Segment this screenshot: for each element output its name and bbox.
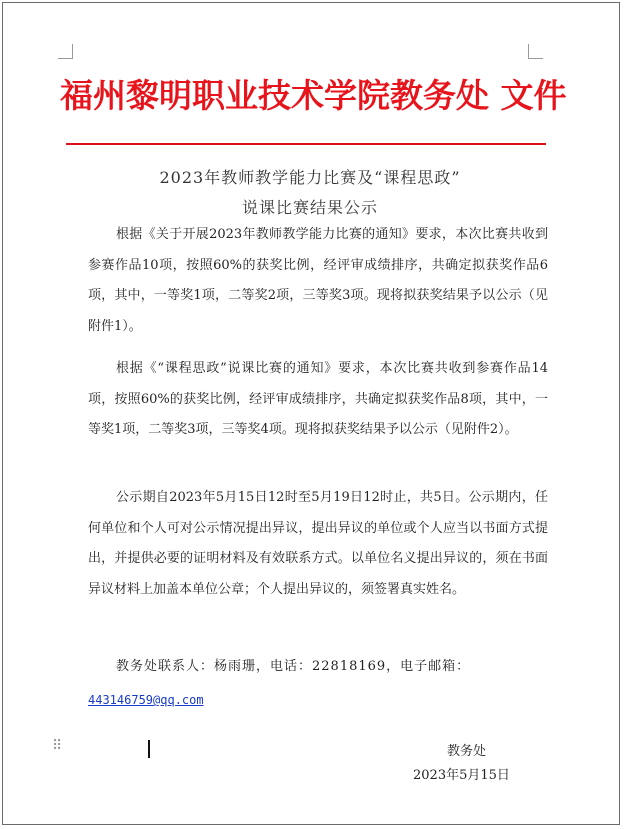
paragraph-2: 根据《“课程思政”说课比赛的通知》要求，本次比赛共收到参赛作品14项，按照60%的获奖比例，经评审成绩排序，共确定拟获奖作品8项，其中，一等奖1项，二等奖3项，三等奖4项。现将拟获奖结果予以公示（见附件2）。 bbox=[88, 361, 548, 437]
text-cursor bbox=[148, 740, 150, 758]
margin-corner-top-left bbox=[58, 44, 73, 59]
document-header: 福州黎明职业技术学院教务处 文件 bbox=[60, 76, 567, 115]
header-divider bbox=[66, 143, 546, 145]
document-title-line2: 说课比赛结果公示 bbox=[241, 198, 378, 217]
document-title-line1: 2023年教师教学能力比赛及“课程思政” bbox=[159, 168, 461, 187]
signature-date: 2023年5月15日 bbox=[413, 768, 510, 783]
signature-department: 教务处 bbox=[447, 744, 487, 759]
contact-line: 教务处联系人：杨雨珊，电话：22818169，电子邮箱： bbox=[116, 659, 471, 674]
drag-handle-icon[interactable]: ⠿ bbox=[52, 738, 63, 754]
paragraph-1: 根据《关于开展2023年教师教学能力比赛的通知》要求，本次比赛共收到参赛作品10项，按照60%的获奖比例，经评审成绩排序，共确定拟获奖作品6项，其中，一等奖1项，二等奖2项，三等奖3项。现将拟获奖结果予以公示（见附件1）。 bbox=[88, 227, 548, 334]
email-link[interactable]: 443146759@qq.com bbox=[88, 693, 204, 707]
paragraph-3: 公示期自2023年5月15日12时至5月19日12时止，共5日。公示期内，任何单位和个人可对公示情况提出异议，提出异议的单位或个人应当以书面方式提出，并提供必要的证明材料及有效联系方式。以单位名义提出异议的，须在书面异议材料上加盖本单位公章；个人提出异议的，须签署真实姓名。 bbox=[88, 490, 548, 597]
margin-corner-top-right bbox=[528, 44, 543, 59]
